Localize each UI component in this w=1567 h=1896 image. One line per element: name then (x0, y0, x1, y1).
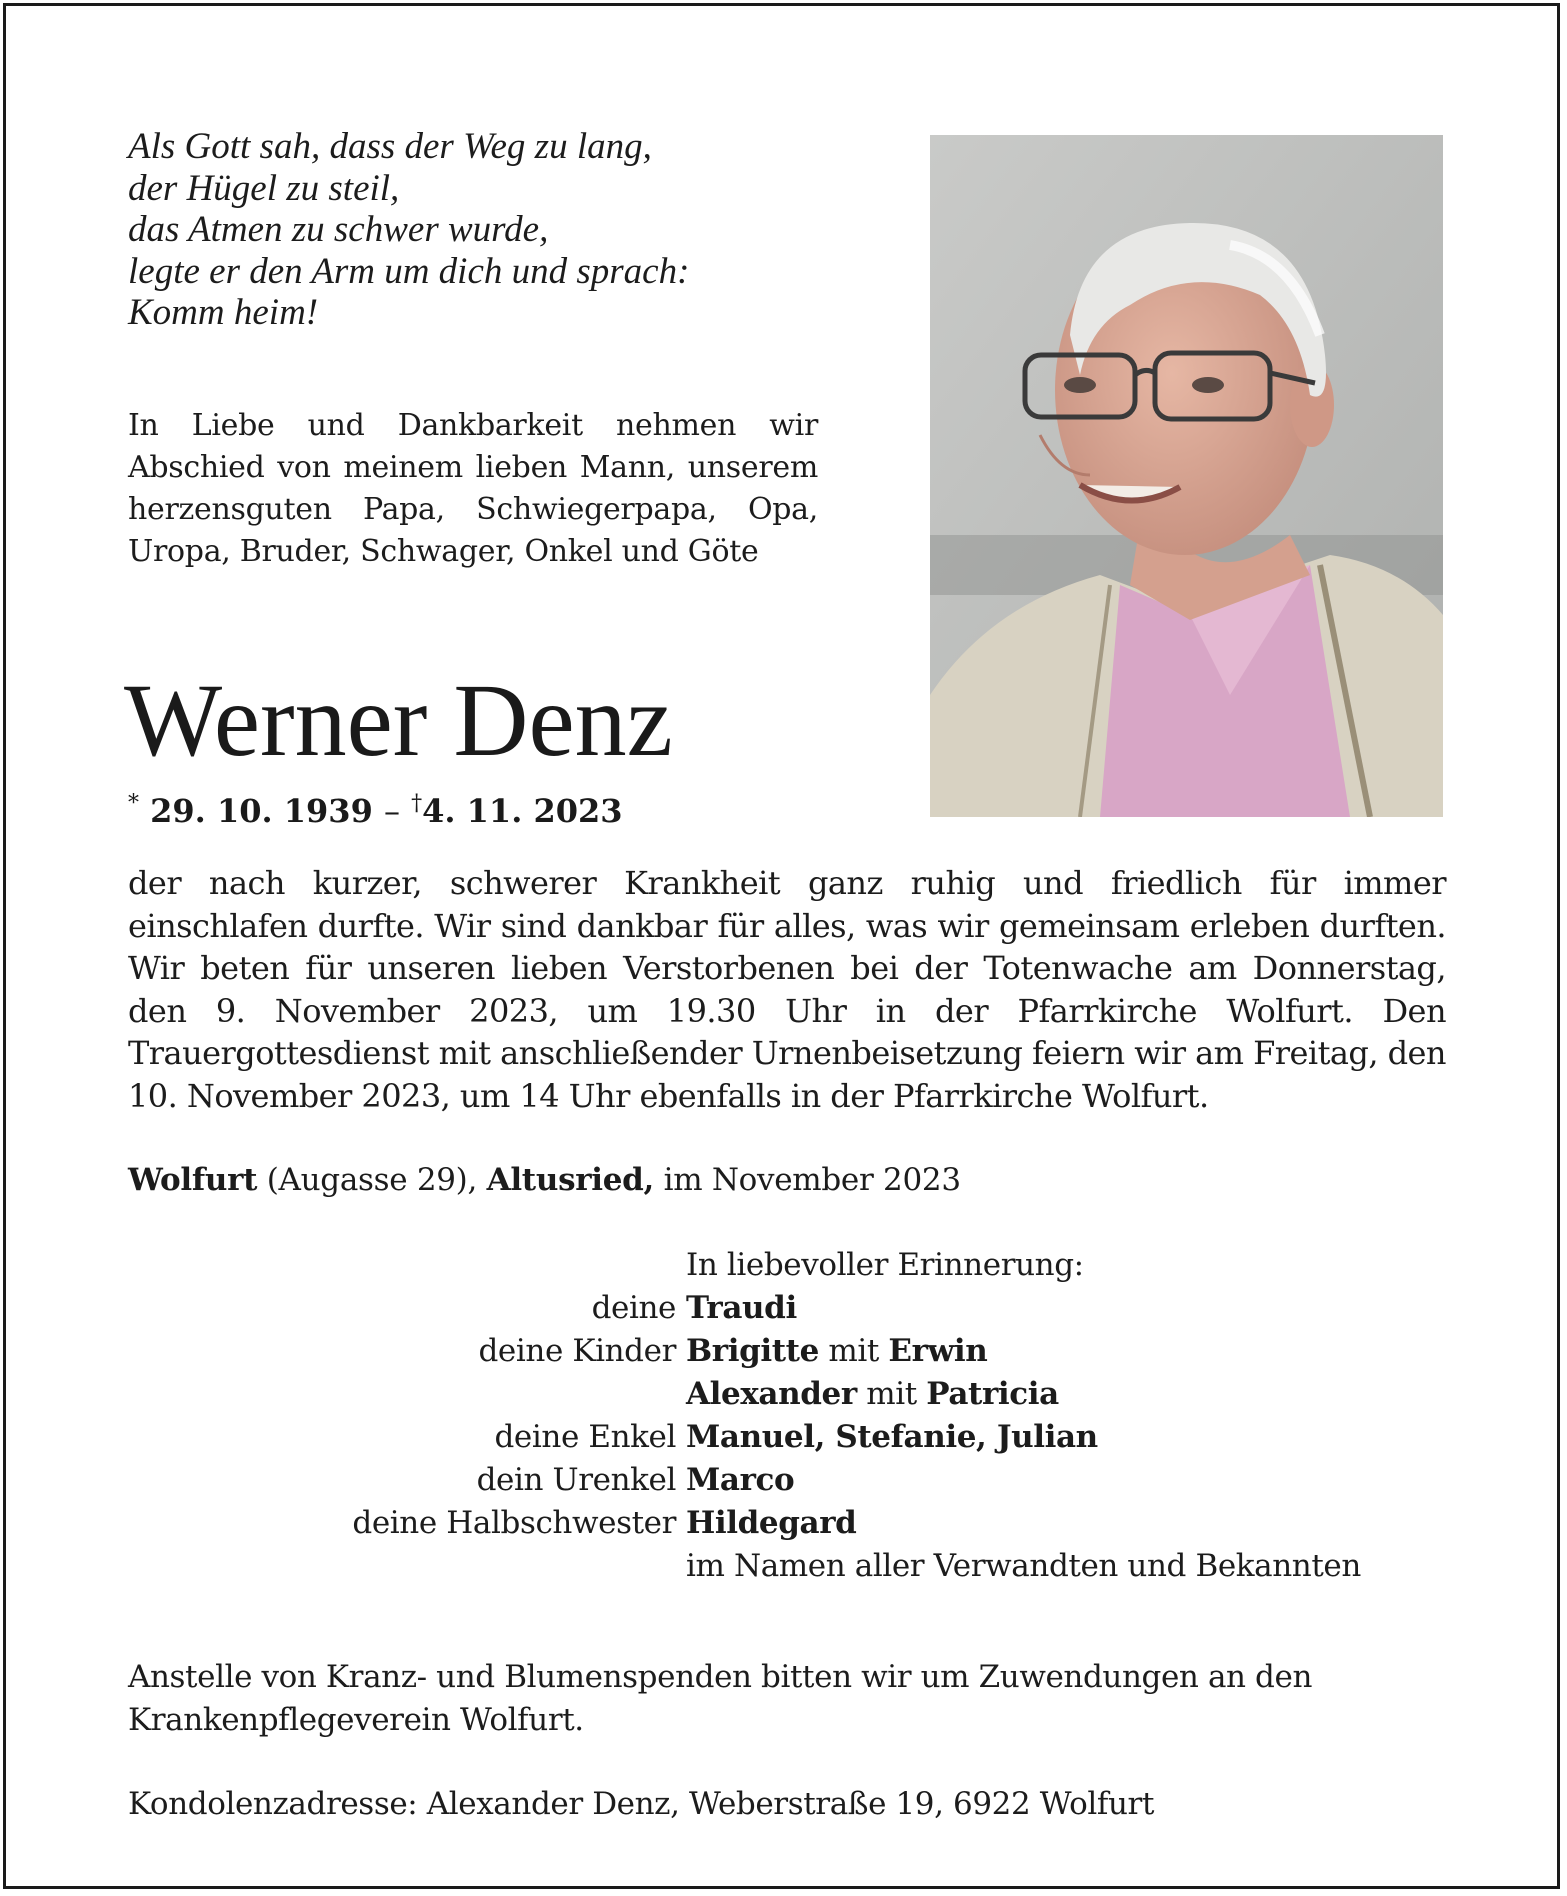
family-relation: deine Enkel (494, 1419, 676, 1455)
date-separator: – (383, 792, 400, 830)
poem-line: Als Gott sah, dass der Weg zu lang, (128, 126, 652, 167)
remembrance-block (128, 1244, 1448, 1588)
family-members (686, 1545, 1448, 1588)
family-member-name: Alexander (686, 1376, 857, 1412)
family-relation: deine (591, 1290, 676, 1326)
family-relation: deine Kinder (478, 1333, 676, 1369)
donation-note: Anstelle von Kranz- und Blumenspenden bitten wir um Zuwendungen an den Krankenpflegeverein Wolfurt. (128, 1659, 1313, 1738)
family-connector: mit (856, 1376, 927, 1412)
poem-line: legte er den Arm um dich und sprach: (128, 250, 690, 292)
intro-text: In Liebe und Dankbarkeit nehmen wir Abschied von meinem lieben Mann, unserem herzensguten Papa, Schwiegerpapa, Opa, Uropa, Bruder, Schwager, Onkel und Göte (128, 408, 818, 569)
place-line (128, 1159, 1228, 1201)
family-members (686, 1502, 1448, 1545)
family-row (128, 1287, 1448, 1330)
town-altusried: Altusried, (486, 1162, 655, 1198)
family-member-name: Manuel, Stefanie, Julian (686, 1419, 1098, 1455)
birth-symbol: * (128, 791, 139, 816)
poem (128, 126, 888, 334)
family-row (128, 1459, 1448, 1502)
condolence-address: Kondolenzadresse: Alexander Denz, Weberstraße 19, 6922 Wolfurt (128, 1786, 1155, 1822)
death-symbol: † (411, 791, 423, 816)
poem-line: der Hügel zu steil, (128, 167, 400, 209)
family-member-name: Hildegard (686, 1505, 857, 1541)
remembrance-heading: In liebevoller Erinnerung: (686, 1247, 1084, 1283)
family-row (128, 1373, 1448, 1416)
family-members (686, 1287, 1448, 1330)
family-relation (128, 1545, 686, 1588)
family-connector: mit (818, 1333, 889, 1369)
deceased-name: Werner Denz (124, 663, 673, 778)
portrait-photo (930, 135, 1443, 817)
family-members (686, 1459, 1448, 1502)
family-row (128, 1545, 1448, 1588)
family-rows (128, 1287, 1448, 1588)
address-augasse: (Augasse 29), (257, 1162, 487, 1198)
family-member-name: Traudi (686, 1290, 797, 1326)
family-row (128, 1502, 1448, 1545)
poem-line: Komm heim! (128, 292, 319, 333)
town-wolfurt: Wolfurt (128, 1162, 258, 1198)
family-relation (128, 1373, 686, 1416)
family-member-name: Erwin (888, 1333, 988, 1369)
family-member-name: Marco (686, 1462, 795, 1498)
family-members (686, 1373, 1448, 1416)
family-members (686, 1416, 1448, 1459)
portrait-illustration (930, 135, 1443, 817)
family-members (686, 1330, 1448, 1373)
family-relation: deine Halbschwester (352, 1505, 676, 1541)
date-month: im November 2023 (654, 1162, 961, 1198)
body-text: der nach kurzer, schwerer Krankheit ganz ruhig und friedlich für immer einschlafen durfte. Wir sind dankbar für alles, was wir gemeinsam erleben durften. Wir beten für unseren lieben Verstorbenen bei der Totenwache am Donnerstag, den 9. November 2023, um 19.30 Uhr in der Pfarrkirche Wolfurt. Den Trauergottesdienst mit anschließender Urnenbeisetzung feiern wir am Freitag, den 10. November 2023, um 14 Uhr ebenfalls in der Pfarrkirche Wolfurt. (128, 864, 1446, 1115)
life-dates (128, 784, 728, 831)
family-member-name: Brigitte (686, 1333, 819, 1369)
family-relation: dein Urenkel (476, 1462, 676, 1498)
obituary-frame (3, 3, 1560, 1889)
death-date: 4. 11. 2023 (422, 792, 623, 830)
family-row (128, 1330, 1448, 1373)
family-connector: im Namen aller Verwandten und Bekannten (686, 1548, 1361, 1584)
family-row (128, 1416, 1448, 1459)
birth-date: 29. 10. 1939 (150, 792, 373, 830)
poem-line: das Atmen zu schwer wurde, (128, 209, 549, 250)
family-member-name: Patricia (926, 1376, 1059, 1412)
